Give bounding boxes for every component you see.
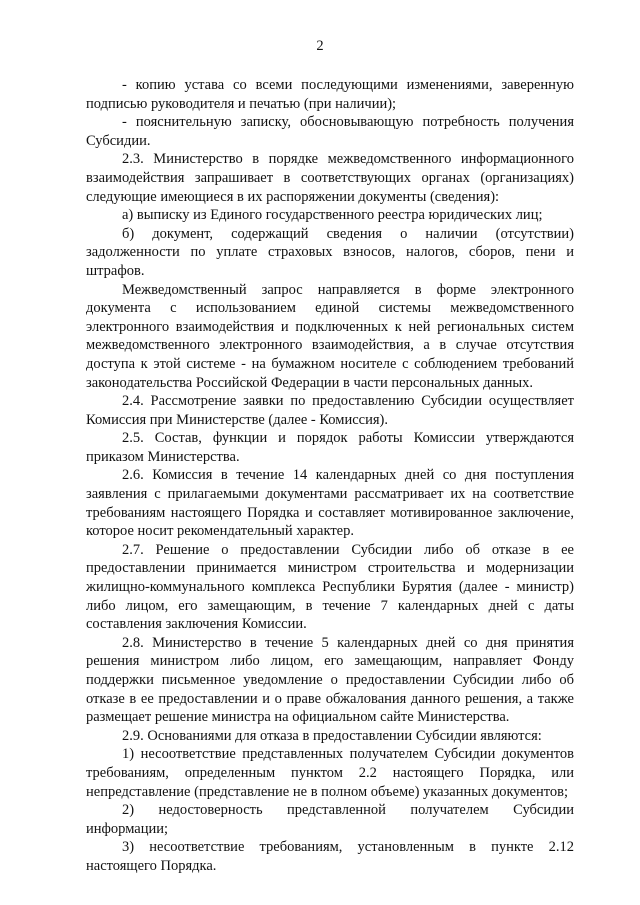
paragraph-charter-copy: - копию устава со всеми последующими изменениями, заверенную подписью руководителя и печатью (при наличии); [86, 77, 574, 112]
paragraph-2-9: 2.9. Основаниями для отказа в предоставлении Субсидии являются: [122, 727, 542, 744]
paragraph-explanatory-note: - пояснительную записку, обосновывающую потребность получения Субсидии. [86, 114, 574, 149]
paragraph-2-3: 2.3. Министерство в порядке межведомственного информационного взаимодействия запрашивает в соответствующих органах (организациях) следующие имеющиеся в их распоряжении документы (сведения): [86, 151, 574, 205]
paragraph-2-3-b: б) документ, содержащий сведения о наличии (отсутствии) задолженности по уплате страховых взносов, налогов, сборов, пени и штрафов. [86, 225, 574, 279]
paragraph-2-7: 2.7. Решение о предоставлении Субсидии либо об отказе в ее предоставлении принимается министром строительства и модернизации жилищно-коммунального комплекса Республики Бурятия (далее - министр) либо лицом, его замещающим, в течение 7 календарных дней с даты составления заключения Комиссии. [86, 541, 574, 633]
document-body [86, 76, 574, 876]
paragraph-2-9-3: 3) несоответствие требованиям, установленным в пункте 2.12 настоящего Порядка. [86, 839, 574, 874]
paragraph-2-5: 2.5. Состав, функции и порядок работы Комиссии утверждаются приказом Министерства. [86, 430, 574, 465]
paragraph-2-9-1: 1) несоответствие представленных получателем Субсидии документов требованиям, определенным пунктом 2.2 настоящего Порядка, или непредставление (представление не в полном объеме) указанных документов; [86, 746, 574, 800]
page-number: 2 [316, 38, 324, 54]
paragraph-2-6: 2.6. Комиссия в течение 14 календарных дней со дня поступления заявления с прилагаемыми документами рассматривает их на соответствие требованиям настоящего Порядка и составляет мотивированное заключение, которое носит рекомендательный характер. [86, 467, 574, 540]
paragraph-2-4: 2.4. Рассмотрение заявки по предоставлению Субсидии осуществляет Комиссия при Министерстве (далее - Комиссия). [86, 393, 574, 428]
paragraph-2-9-2: 2) недостоверность представленной получателем Субсидии информации; [86, 802, 574, 837]
paragraph-2-8: 2.8. Министерство в течение 5 календарных дней со дня принятия решения министром либо лицом, его замещающим, направляет Фонду поддержки письменное уведомление о предоставлении Субсидии либо об отказе в ее предоставлении и о праве обжалования данного решения, а также размещает решение министра на официальном сайте Министерства. [86, 634, 574, 726]
paragraph-2-3-a: а) выписку из Единого государственного реестра юридических лиц; [122, 207, 543, 224]
paragraph-interagency-request: Межведомственный запрос направляется в форме электронного документа с использованием единой системы межведомственного электронного взаимодействия и подключенных к ней региональных систем межведомственного электронного взаимодействия, а в случае отсутствия доступа к этой системе - на бумажном носителе с соблюдением требований законодательства Российской Федерации в части персональных данных. [86, 281, 574, 391]
